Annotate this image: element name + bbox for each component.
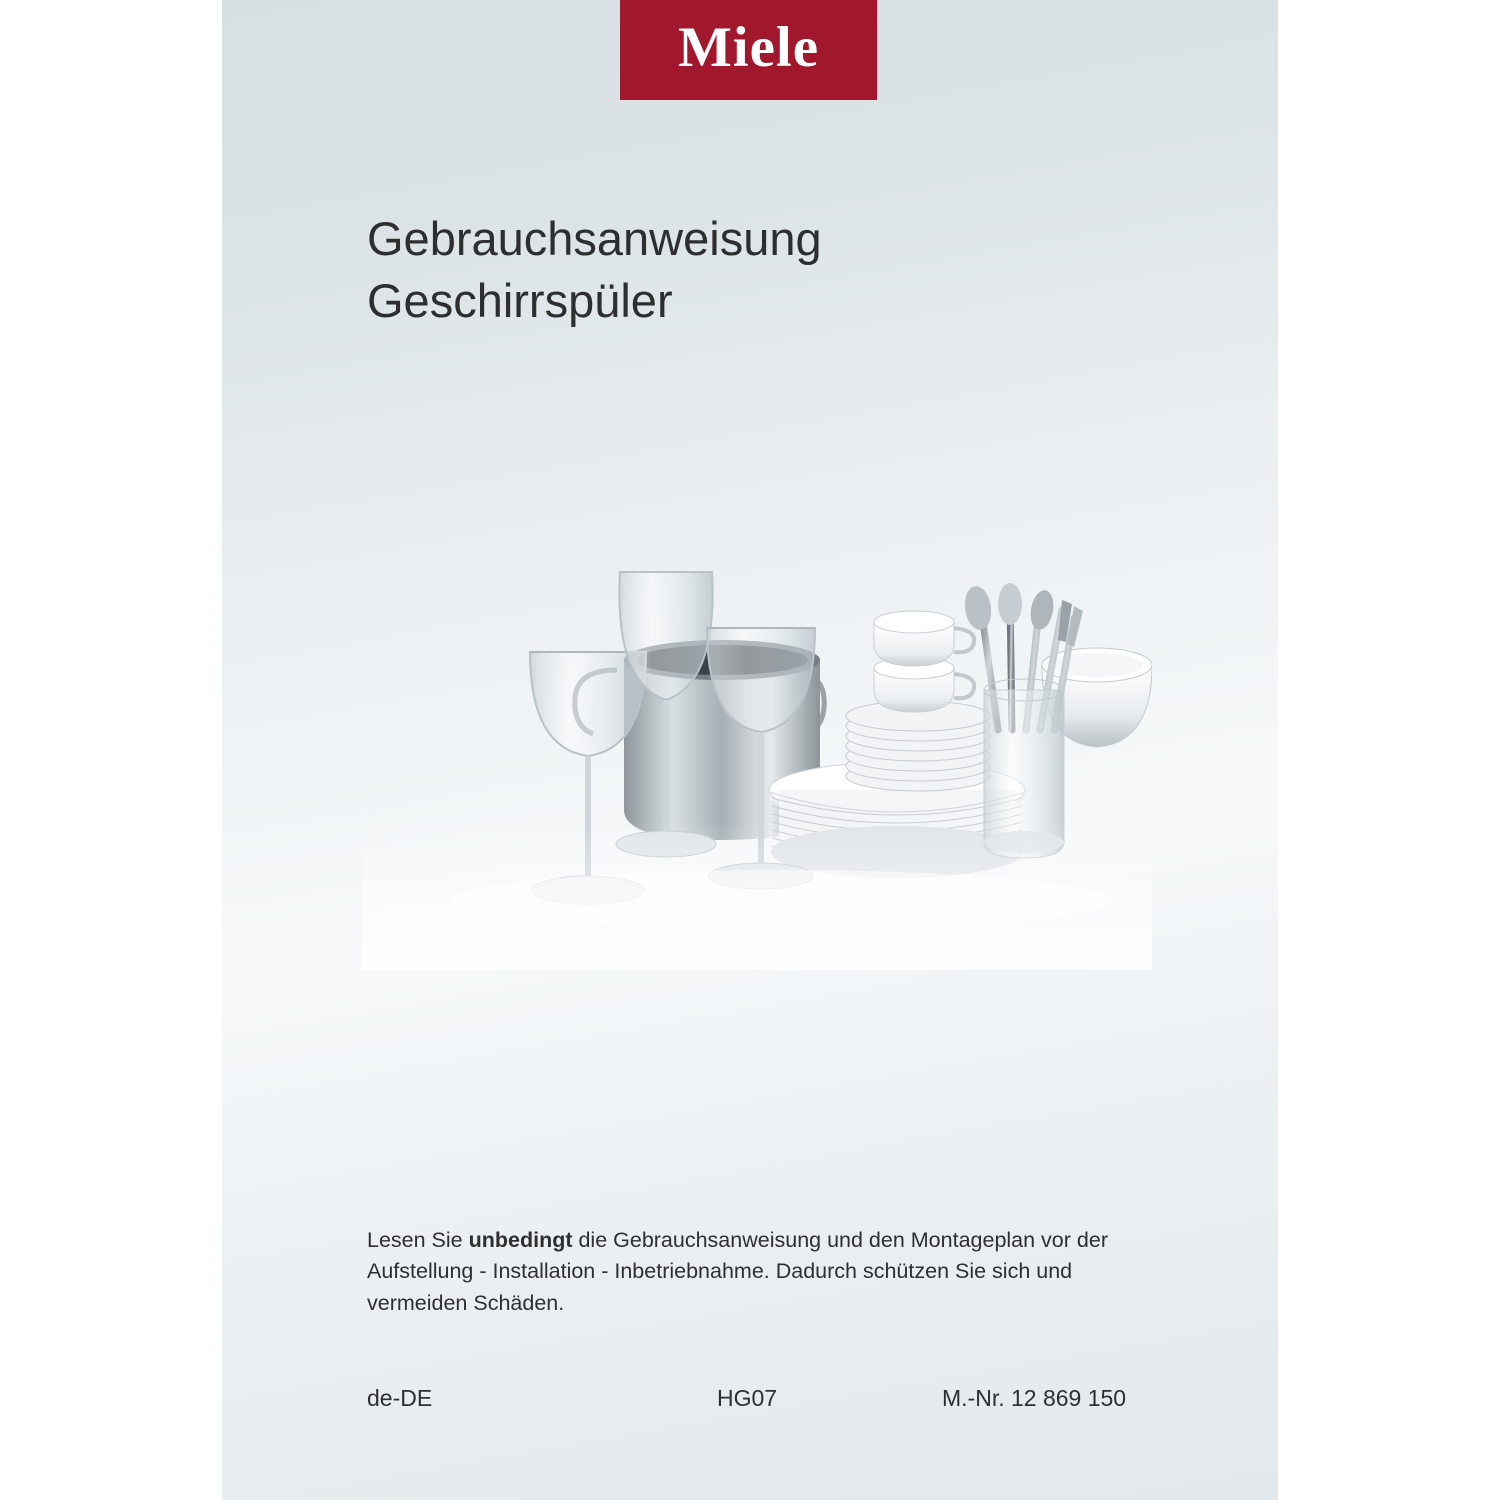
notice-part-2: die Gebrauchsanweisung und den Montageplan vor der Aufstellung - Installation - Inbetriebnahme. Dadurch schützen Sie sich und vermeiden Schäden. xyxy=(367,1228,1108,1315)
cups-and-saucers-icon xyxy=(846,611,990,791)
title-line-secondary: Geschirrspüler xyxy=(367,274,673,328)
footer-material-number: M.-Nr. 12 869 150 xyxy=(942,1385,1127,1411)
brand-name: Miele xyxy=(677,15,820,79)
title-line-primary: Gebrauchsanweisung xyxy=(367,212,822,265)
cover-page xyxy=(222,0,1278,1500)
footer-model-code: HG07 xyxy=(717,1385,778,1411)
footer-language: de-DE xyxy=(367,1385,433,1411)
safety-notice xyxy=(367,1225,1167,1319)
cup-upper xyxy=(874,611,974,666)
notice-part-1: Lesen Sie xyxy=(367,1228,469,1252)
notice-emphasis: unbedingt xyxy=(468,1228,573,1252)
cover-photo xyxy=(362,540,1152,970)
page-title xyxy=(367,208,1167,332)
photo-reflection xyxy=(362,820,1152,970)
miele-logo xyxy=(620,0,877,100)
